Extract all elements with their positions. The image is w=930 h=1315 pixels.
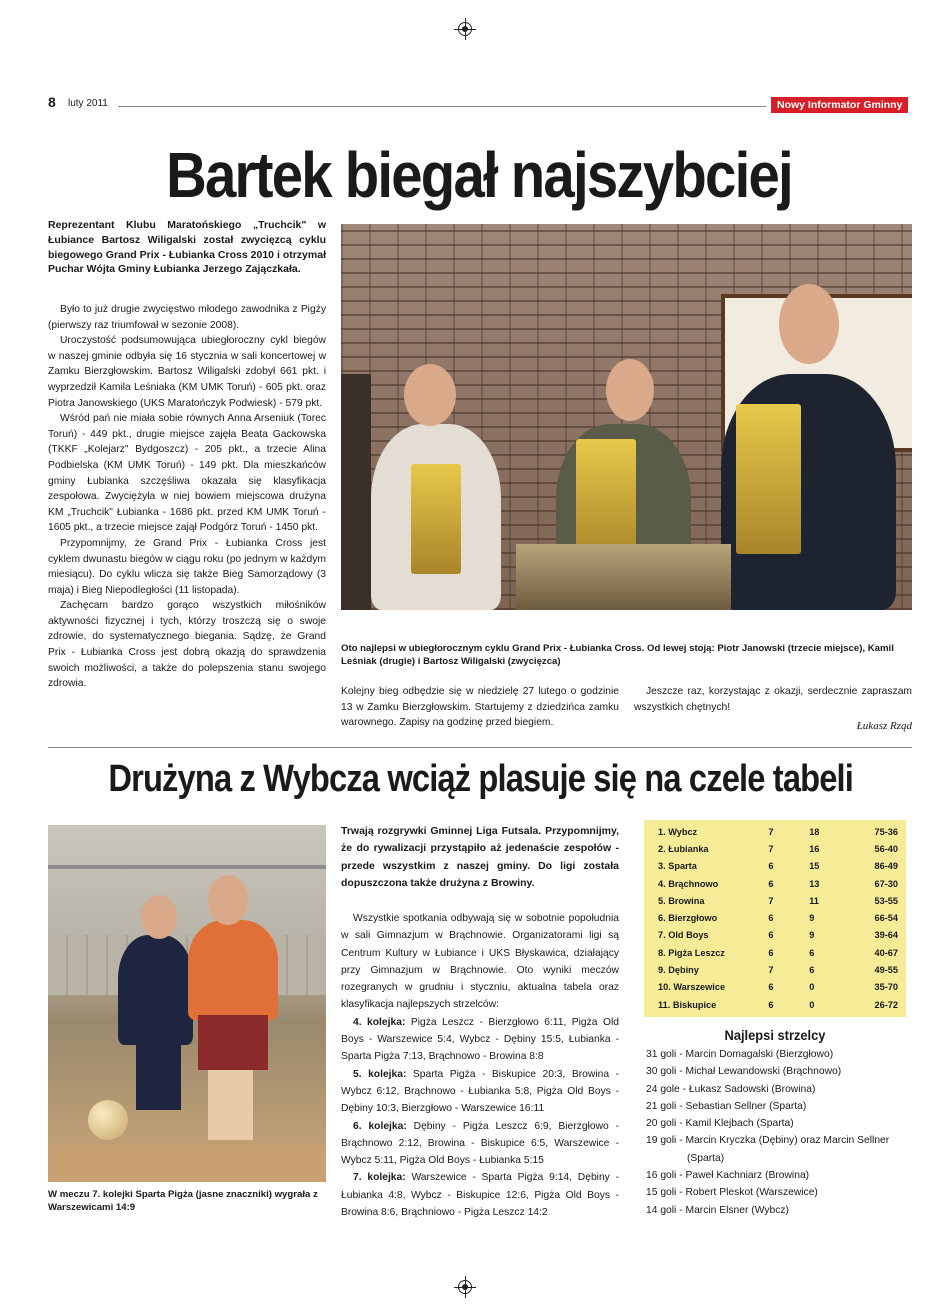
team-cell: 7. Old Boys — [658, 930, 709, 941]
games-cell: 6 — [768, 982, 774, 993]
team-cell: 11. Biskupice — [658, 999, 717, 1010]
points-cell: 15 — [809, 861, 820, 872]
league-table-row — [658, 858, 898, 875]
article2-intro: Wszystkie spotkania odbywają się w sobotnie popołudnia w sali Gimnazjum w Brąchnowie. Organizatorami ligi są Centrum Kultury w Łubiance i UKS Błyskawica, działający przy Gimnazjum w Brąchnowie. Oto wyniki meczów rozegranych w grudniu i styczniu, aktualna tabela oraz klasyfikacja najlepszych strzelców: — [341, 913, 619, 1011]
article1-col2: Kolejny bieg odbędzie się w niedzielę 27 lutego o godzinie 13 w Zamku Bierzgłowskim. Startujemy z dziedzińca zamku warownego. Zapisy na godzinę przed biegiem. — [341, 686, 619, 729]
goals-cell: 39-64 — [874, 930, 898, 941]
scorers-title: Najlepsi strzelcy — [724, 1027, 826, 1043]
games-cell: 6 — [768, 930, 774, 941]
scorer-item: 30 goli - Michał Lewandowski (Brąchnowo) — [646, 1066, 842, 1078]
goals-cell: 56-40 — [874, 843, 898, 854]
team-cell: 6. Bierzgłowo — [658, 913, 718, 924]
scorer-item: 31 goli - Marcin Domagalski (Bierzgłowo) — [646, 1049, 834, 1060]
article1-body — [48, 302, 326, 692]
games-cell: 7 — [768, 826, 774, 837]
team-cell: 5. Browina — [658, 895, 705, 906]
goals-cell: 26-72 — [874, 999, 898, 1010]
goals-cell: 53-55 — [874, 895, 898, 906]
round-results — [341, 1066, 619, 1118]
games-cell: 7 — [768, 895, 774, 906]
goals-cell: 66-54 — [874, 913, 898, 924]
league-table-grid — [658, 823, 898, 1013]
team-cell: 3. Sparta — [658, 861, 697, 872]
games-cell: 7 — [768, 843, 774, 854]
goals-cell: 40-67 — [874, 947, 898, 958]
article2-title: Drużyna z Wybcza wciąż plasuje się na czele tabeli — [108, 758, 854, 800]
points-cell: 13 — [809, 878, 820, 889]
winners-photo — [341, 224, 912, 610]
round-text: Dębiny - Pigża Leszcz 6:9, Bierzgłowo - Brąchnowo 2:12, Browina - Biskupice 6:5, Warszewice - Wybcz 5:11, Pigża Old Boys - Łubianka 5:15 — [341, 1120, 620, 1167]
scorer-item: 16 goli - Paweł Kachniarz (Browina) — [646, 1170, 810, 1182]
league-table-row — [658, 840, 898, 857]
round-text: Pigża Leszcz - Bierzgłowo 6:11, Pigża Old Boys - Warszewice 5:4, Wybcz - Dębiny 15:5, Łubianka - Sparta Pigża 7:13, Brąchnowo - Browina 8:8 — [341, 1016, 620, 1063]
team-cell: 1. Wybcz — [658, 826, 698, 837]
games-cell: 6 — [768, 947, 774, 958]
registration-mark-top — [458, 22, 472, 36]
article1-paragraph: Uroczystość podsumowująca ubiegłoroczny cykl biegów w naszej gminie odbyła się 16 stycznia w sali koncertowej w Zamku Bierzgłowskim. Bartosz Wiligalski zdobył 661 pkt. i wyprzedził Kamila Leśniaka (KM UMK Toruń) - 605 pkt. oraz Piotra Janowskiego (UKS Maratończyk Podwiesk) - 579 pkt. — [48, 335, 326, 409]
games-cell: 6 — [768, 999, 774, 1010]
article1-col3: Jeszcze raz, korzystając z okazji, serdecznie zapraszam wszystkich chętnych! — [634, 686, 912, 713]
round-label: 5. kolejka: — [353, 1068, 407, 1080]
round-text: Warszewice - Sparta Pigża 9:14, Dębiny - Łubianka 4:8, Wybcz - Biskupice 12:6, Pigża Old Boys - Browina 8:6, Brąchniowo - Pigża Leszcz 14:2 — [341, 1172, 620, 1219]
header-rule — [118, 106, 766, 107]
round-results — [341, 1118, 619, 1170]
goals-cell: 75-36 — [874, 826, 898, 837]
issue-date: luty 2011 — [68, 98, 108, 109]
points-cell: 6 — [809, 965, 815, 976]
goals-cell: 49-55 — [874, 965, 898, 976]
league-table-row — [658, 979, 898, 996]
league-table-row — [658, 875, 898, 892]
points-cell: 18 — [809, 826, 820, 837]
scorer-item: 20 goli - Kamil Klejbach (Sparta) — [646, 1118, 794, 1130]
points-cell: 0 — [809, 982, 815, 993]
newspaper-brand: Nowy Informator Gminny — [771, 97, 908, 113]
team-cell: 4. Brąchnowo — [658, 878, 719, 889]
scorer-item: 19 goli - Marcin Kryczka (Dębiny) oraz Marcin Sellner — [646, 1135, 890, 1147]
league-table-row — [658, 823, 898, 840]
league-table — [644, 820, 906, 1017]
round-label: 4. kolejka: — [353, 1016, 406, 1028]
futsal-photo-caption: W meczu 7. kolejki Sparta Pigża (jasne znaczniki) wygrała z Warszewicami 14:9 — [48, 1189, 318, 1213]
scorer-item: 14 goli - Marcin Elsner (Wybcz) — [646, 1204, 789, 1216]
points-cell: 16 — [809, 843, 820, 854]
scorers-list — [646, 1046, 912, 1219]
article1-paragraph: Wśród pań nie miała sobie równych Anna Arseniuk (Torec Toruń) - 449 pkt., drugie miejsce zajęła Beata Gackowska (TKKF „Kolejarz" Bydgoszcz) - 205 pkt., a trzecie Alina Podbielska (KM UMK Toruń) - 149 pkt. Dla mieszkańców gminy Łubianka szczęśliwa okazała się klasyfikacja zespołowa. Zwyciężyła w niej bowiem miejscowa drużyna KM „Truchcik" Łubianka - 1686 pkt. przed KM UMK Toruń - 1605 pkt., a trzecie miejsce zajął Podgórz Toruń - 1450 pkt. — [48, 413, 326, 534]
league-table-row — [658, 909, 898, 926]
section-separator — [48, 747, 912, 748]
points-cell: 11 — [809, 895, 819, 906]
goals-cell: 86-49 — [874, 861, 898, 872]
games-cell: 6 — [768, 913, 774, 924]
points-cell: 6 — [809, 947, 815, 958]
page-number: 8 — [48, 94, 56, 110]
league-table-row — [658, 996, 898, 1013]
scorer-item: 15 goli - Robert Pleskot (Warszewice) — [646, 1187, 818, 1199]
team-cell: 9. Dębiny — [658, 965, 699, 976]
points-cell: 0 — [809, 999, 815, 1010]
round-label: 7. kolejka: — [353, 1172, 406, 1184]
round-label: 6. kolejka: — [353, 1120, 407, 1132]
round-text: Sparta Pigża - Biskupice 20:3, Browina - Wybcz 6:12, Brąchnowo - Łubianka 5:8, Pigża Old Boys - Dębiny 10:3, Bierzgłowo - Warszewice 16:11 — [341, 1068, 620, 1115]
round-results — [341, 1169, 619, 1221]
article1-byline: Łukasz Rząd — [856, 720, 912, 732]
article1-lead: Reprezentant Klubu Maratońskiego „Truchcik" w Łubiance Bartosz Wiligalski został zwycięzcą cyklu biegowego Grand Prix - Łubianka Cross 2010 i otrzymał Puchar Wójta Gminy Łubianka Jerzego Zajączkała. — [48, 219, 326, 276]
points-cell: 9 — [809, 913, 815, 924]
article1-title: Bartek biegał najszybciej — [166, 139, 792, 211]
scorer-item: 21 goli - Sebastian Sellner (Sparta) — [646, 1100, 807, 1112]
article2-body — [341, 910, 619, 1221]
league-table-row — [658, 944, 898, 961]
league-table-row — [658, 961, 898, 978]
round-results — [341, 1014, 619, 1066]
games-cell: 7 — [768, 965, 774, 976]
league-table-row — [658, 892, 898, 909]
goals-cell: 67-30 — [874, 878, 898, 889]
games-cell: 6 — [768, 878, 774, 889]
team-cell: 2. Łubianka — [658, 843, 709, 854]
points-cell: 9 — [809, 930, 815, 941]
scorer-item: 24 gole - Łukasz Sadowski (Browina) — [646, 1083, 816, 1095]
registration-mark-bottom — [458, 1280, 472, 1294]
games-cell: 6 — [768, 861, 774, 872]
league-table-row — [658, 927, 898, 944]
futsal-match-photo — [48, 825, 326, 1182]
article1-paragraph: Było to już drugie zwycięstwo młodego zawodnika z Pigży (pierwszy raz triumfował w sezonie 2008). — [48, 304, 326, 331]
team-cell: 10. Warszewice — [658, 982, 726, 993]
winners-photo-caption: Oto najlepsi w ubiegłorocznym cyklu Grand Prix - Łubianka Cross. Od lewej stoją: Piotr Janowski (trzecie miejsce), Kamil Leśniak (drugie) i Bartosz Wiligalski (zwycięzca) — [341, 643, 894, 667]
team-cell: 8. Pigża Leszcz — [658, 947, 725, 958]
article1-paragraph: Przypomnijmy, że Grand Prix - Łubianka Cross jest cyklem dwunastu biegów w ciągu roku (po jednym w każdym miesiącu). Do cyklu wlicza się także Bieg Samorządowy (3 maja) i Bieg Niepodległości (11 listopada). — [48, 537, 326, 596]
goals-cell: 35-70 — [874, 982, 898, 993]
scorer-item: (Sparta) — [687, 1152, 725, 1164]
article1-paragraph: Zachęcam bardzo gorąco wszystkich miłośników aktywności fizycznej i tych, którzy troszczą się o swoje zdrowie, do systematycznego biegania. Sądzę, że Grand Prix - Łubianka Cross jest dobrą okazją do sprawdzenia swoich możliwości, a także do polepszenia stanu swojego zdrowia. — [48, 600, 326, 690]
article2-lead: Trwają rozgrywki Gminnej Liga Futsala. Przypomnijmy, że do rywalizacji przystąpiło aż jedenaście zespołów - przede wszystkim z naszej gminy. Do ligi została dopuszczona także drużyna z Browiny. — [341, 825, 619, 889]
